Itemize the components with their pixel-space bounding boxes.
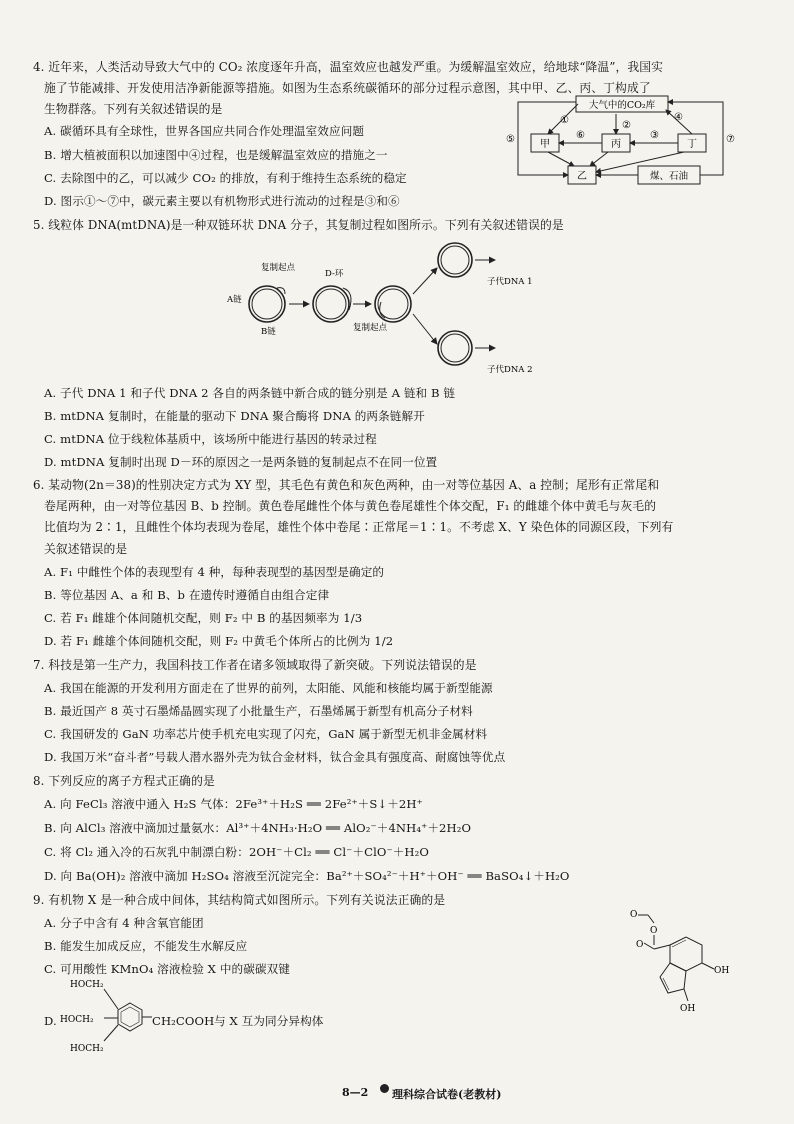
q9-stem: 9. 有机物 X 是一种合成中间体，其结构简式如图所示。下列有关说法正确的是 bbox=[33, 893, 446, 907]
q9-option-c: C. 可用酸性 KMnO₄ 溶液检验 X 中的碳碳双键 bbox=[44, 962, 290, 976]
x-o-label-3: O bbox=[636, 940, 644, 950]
carbon-cycle-diagram bbox=[498, 90, 738, 190]
q9-option-d-text: 与 X 互为同分异构体 bbox=[214, 1014, 324, 1028]
compound-x-structure bbox=[620, 905, 760, 1015]
q7-option-a: A. 我国在能源的开发利用方面走在了世界的前列，太阳能、风能和核能均属于新型能源 bbox=[44, 681, 493, 695]
x-o-label-1: O bbox=[630, 910, 638, 920]
q6-stem-line3: 比值均为 2∶1，且雌性个体均表现为卷尾，雄性个体中卷尾∶正常尾＝1∶1。不考虑 X、Y 染色体的同源区段，下列有 bbox=[44, 520, 674, 534]
origin-label-1: 复制起点 bbox=[261, 263, 296, 273]
q7-stem: 7. 科技是第一生产力，我国科技工作者在诸多领域取得了新突破。下列说法错误的是 bbox=[33, 658, 477, 672]
q8-option-a: A. 向 FeCl₃ 溶液中通入 H₂S 气体：2Fe³⁺＋H₂S ══ 2Fe²⁺＋S↓＋2H⁺ bbox=[44, 797, 423, 811]
q4-stem-line2: 施了节能减排、开发使用洁净新能源等措施。如图为生态系统碳循环的部分过程示意图，其中甲、乙、丙、丁构成了 bbox=[44, 81, 651, 95]
hoch2-bottom-label: HOCH₂ bbox=[70, 1044, 104, 1054]
q6-stem-line1: 6. 某动物(2n＝38)的性别决定方式为 XY 型，其毛色有黄色和灰色两种，由一对等位基因 A、a 控制；尾形有正常尾和 bbox=[33, 478, 660, 492]
jia-label: 甲 bbox=[540, 139, 550, 150]
label-2: ② bbox=[622, 120, 631, 131]
q5-option-c: C. mtDNA 位于线粒体基质中，该场所中能进行基因的转录过程 bbox=[44, 432, 377, 446]
footer-page-number: 8—2 bbox=[342, 1086, 369, 1099]
label-1: ① bbox=[560, 115, 569, 126]
origin-label-2: 复制起点 bbox=[353, 323, 388, 333]
child-dna-2-label: 子代DNA 2 bbox=[487, 365, 533, 375]
child-dna-1-label: 子代DNA 1 bbox=[487, 277, 533, 287]
label-4: ④ bbox=[674, 112, 683, 123]
ding-label: 丁 bbox=[687, 139, 697, 150]
q9-option-a: A. 分子中含有 4 种含氧官能团 bbox=[44, 916, 204, 930]
q9-option-d-label: D. bbox=[44, 1014, 57, 1028]
q7-option-b: B. 最近国产 8 英寸石墨烯晶圆实现了小批量生产，石墨烯属于新型有机高分子材料 bbox=[44, 704, 473, 718]
coal-label: 煤、石油 bbox=[649, 171, 689, 182]
q8-option-c: C. 将 Cl₂ 通入冷的石灰乳中制漂白粉：2OH⁻＋Cl₂ ══ Cl⁻＋ClO⁻＋H₂O bbox=[44, 845, 429, 859]
x-oh-label-2: OH bbox=[680, 1004, 696, 1014]
label-5: ⑤ bbox=[506, 134, 515, 145]
atmosphere-label: 大气中的CO₂库 bbox=[588, 100, 656, 111]
x-o-label-2: O bbox=[650, 926, 658, 936]
q8-stem: 8. 下列反应的离子方程式正确的是 bbox=[33, 774, 215, 788]
q6-option-d: D. 若 F₁ 雌雄个体间随机交配，则 F₂ 中黄毛个体所占的比例为 1/2 bbox=[44, 634, 394, 648]
q5-option-b: B. mtDNA 复制时，在能量的驱动下 DNA 聚合酶将 DNA 的两条链解开 bbox=[44, 409, 425, 423]
a-chain-label: A链 bbox=[227, 295, 242, 305]
q5-option-d: D. mtDNA 复制时出现 D－环的原因之一是两条链的复制起点不在同一位置 bbox=[44, 455, 438, 469]
hoch2-left-label: HOCH₂ bbox=[60, 1015, 94, 1025]
footer-title: 理科综合试卷(老教材) bbox=[392, 1088, 502, 1101]
label-3: ③ bbox=[650, 130, 659, 141]
q6-stem-line2: 卷尾两种，由一对等位基因 B、b 控制。黄色卷尾雌性个体与黄色卷尾雄性个体交配，F₁ 的雌雄个体中黄毛与灰毛的 bbox=[44, 499, 657, 513]
mtdna-diagram bbox=[225, 238, 555, 378]
q7-option-d: D. 我国万米“奋斗者”号载人潜水器外壳为钛合金材料，钛合金具有强度高、耐腐蚀等优点 bbox=[44, 750, 506, 764]
q7-option-c: C. 我国研发的 GaN 功率芯片使手机充电实现了闪充，GaN 属于新型无机非金属材料 bbox=[44, 727, 488, 741]
q4-stem-line1: 4. 近年来，人类活动导致大气中的 CO₂ 浓度逐年升高，温室效应也越发严重。为缓解温室效应，给地球“降温”，我国实 bbox=[33, 60, 664, 74]
ch2cooh-label: CH₂COOH bbox=[152, 1014, 215, 1028]
yi-label: 乙 bbox=[577, 171, 587, 182]
b-chain-label: B链 bbox=[261, 327, 276, 337]
q8-option-d: D. 向 Ba(OH)₂ 溶液中滴加 H₂SO₄ 溶液至沉淀完全：Ba²⁺＋SO₄²⁻＋H⁺＋OH⁻ ══ BaSO₄↓＋H₂O bbox=[44, 869, 570, 883]
q5-option-a: A. 子代 DNA 1 和子代 DNA 2 各自的两条链中新合成的链分别是 A 链和 B 链 bbox=[44, 386, 456, 400]
label-7: ⑦ bbox=[726, 134, 735, 145]
q9-option-b: B. 能发生加成反应，不能发生水解反应 bbox=[44, 939, 248, 953]
q8-option-b: B. 向 AlCl₃ 溶液中滴加过量氨水：Al³⁺＋4NH₃·H₂O ══ AlO₂⁻＋4NH₄⁺＋2H₂O bbox=[44, 821, 472, 835]
q4-option-a: A. 碳循环具有全球性，世界各国应共同合作处理温室效应问题 bbox=[44, 124, 365, 138]
footer-logo-icon bbox=[380, 1084, 389, 1093]
q4-option-c: C. 去除图中的乙，可以减少 CO₂ 的排放，有利于维持生态系统的稳定 bbox=[44, 171, 407, 185]
q4-stem-line3: 生物群落。下列有关叙述错误的是 bbox=[44, 102, 223, 116]
label-6: ⑥ bbox=[576, 130, 585, 141]
q6-option-c: C. 若 F₁ 雌雄个体间随机交配，则 F₂ 中 B 的基因频率为 1/3 bbox=[44, 611, 363, 625]
bing-label: 丙 bbox=[611, 139, 621, 150]
q5-stem: 5. 线粒体 DNA(mtDNA)是一种双链环状 DNA 分子，其复制过程如图所示。下列有关叙述错误的是 bbox=[33, 218, 564, 232]
x-oh-label-1: OH bbox=[714, 966, 730, 976]
q6-option-a: A. F₁ 中雌性个体的表现型有 4 种，每种表现型的基因型是确定的 bbox=[44, 565, 385, 579]
q4-option-b: B. 增大植被面积以加速图中④过程，也是缓解温室效应的措施之一 bbox=[44, 148, 388, 162]
hoch2-top-label: HOCH₂ bbox=[70, 980, 104, 990]
q6-stem-line4: 关叙述错误的是 bbox=[44, 542, 128, 556]
d-loop-label: D-环 bbox=[325, 269, 344, 279]
q4-option-d: D. 图示①～⑦中，碳元素主要以有机物形式进行流动的过程是③和⑥ bbox=[44, 194, 400, 208]
q6-option-b: B. 等位基因 A、a 和 B、b 在遗传时遵循自由组合定律 bbox=[44, 588, 330, 602]
